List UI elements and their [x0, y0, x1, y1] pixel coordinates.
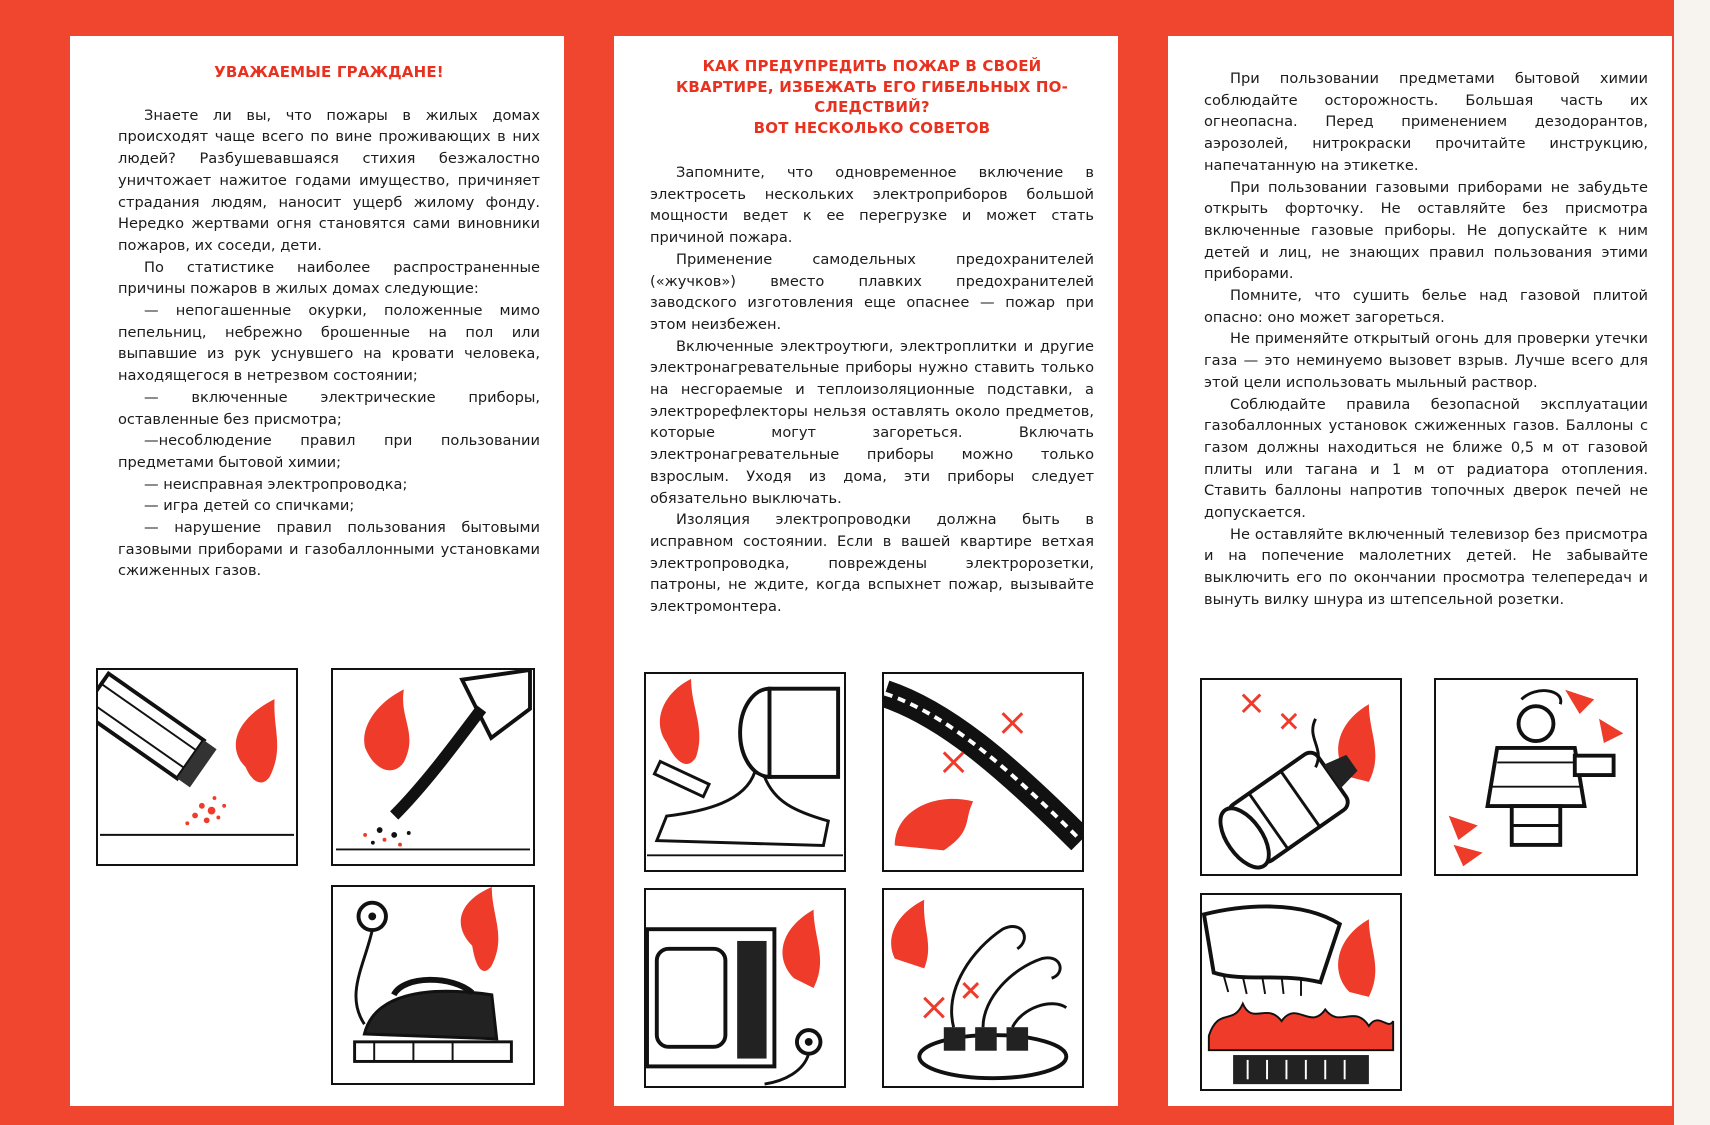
panel-right-text	[1204, 68, 1648, 611]
paragraph: Запомните, что одновременное включение в электросеть нескольких электроприборов большой мощности ведет к ее перегрузке и может стать причиной пожара.	[650, 164, 1094, 247]
lamp-illustration	[1200, 678, 1402, 876]
list-item: — нарушение правил пользования бытовыми газовыми приборами и газобаллонными установками сжиженных газов.	[118, 519, 540, 580]
paragraph: По статистике наиболее распространенные причины пожаров в жилых домах следующие:	[118, 258, 540, 298]
towel-stove-illustration	[1200, 893, 1402, 1091]
list-item: —несоблюдение правил при пользовании предметами бытовой химии;	[118, 432, 540, 471]
title-line: СЛЕДСТВИЙ?	[814, 98, 930, 116]
paragraph: Применение самодельных предохранителей («жучков») вместо плавких предохранителей заводского изготовления еще опаснее — пожар при этом неизбежен.	[650, 250, 1094, 333]
paragraph: Включенные электроутюги, электроплитки и другие электронагревательные приборы нужно ставить только на несгораемые и теплоизоляционные подставки, а электрорефлекторы нельзя оставлять около предметов, которые могут загореться. Включать электронагревательные приборы можно только взрослым. Уходя из дома, эти приборы следует обязательно выключать.	[650, 337, 1094, 507]
panel-left-title: УВАЖАЕМЫЕ ГРАЖДАНЕ!	[214, 63, 444, 81]
list-item: — игра детей со спичками;	[144, 497, 355, 515]
list-item: — включенные электрические приборы, оставленные без присмотра;	[118, 388, 540, 428]
tv-illustration	[644, 888, 846, 1088]
panel-middle-title	[650, 56, 1094, 138]
title-line: ВОТ НЕСКОЛЬКО СОВЕТОВ	[753, 118, 991, 137]
panel-left-text	[118, 36, 540, 582]
paragraph: Не применяйте открытый огонь для проверки утечки газа — это неминуемо вызовет взрыв. Лучше всего для этой цели использовать мыльный раствор.	[1204, 330, 1648, 391]
panel-middle-text	[650, 36, 1094, 618]
title-line: КАК ПРЕДУПРЕДИТЬ ПОЖАР В СВОЕЙ	[702, 57, 1042, 75]
paragraph: Помните, что сушить белье над газовой плитой опасно: оно может загореться.	[1204, 287, 1648, 326]
match-illustration	[331, 668, 535, 866]
panel-middle	[614, 36, 1118, 1106]
paragraph: Соблюдайте правила безопасной эксплуатации газобаллонных установок сжиженных газов. Баллоны с газом должны находиться не ближе 0,5 м от газовой плиты или тагана и 1 м от радиатора отопления. Ставить баллоны напротив топочных дверок печей не допускается.	[1204, 395, 1648, 522]
spilled-can-illustration	[644, 672, 846, 872]
panel-left	[70, 36, 564, 1106]
gas-cylinder-illustration	[1434, 678, 1638, 876]
paragraph: При пользовании газовыми приборами не забудьте открыть форточку. Не оставляйте без присмотра включенные газовые приборы. Не допускайте к ним детей и лиц, не знающих правил пользования этими приборами.	[1204, 178, 1648, 283]
list-item: — неисправная электропроводка;	[144, 475, 408, 493]
outlet-illustration	[882, 888, 1084, 1088]
panel-right	[1168, 36, 1672, 1106]
paragraph: Изоляция электропроводки должна быть в исправном состоянии. Если в вашей квартире ветхая электропроводка, повреждены электророзетки, патроны, не ждите, когда вспыхнет пожар, вызывайте электромонтера.	[650, 511, 1094, 616]
cigarette-illustration	[96, 668, 298, 866]
wire-illustration	[882, 672, 1084, 872]
paragraph: Не оставляйте включенный телевизор без присмотра и на попечение малолетних детей. Не забывайте выключить его по окончании просмотра телепередач и вынуть вилку шнура из штепсельной розетки.	[1204, 525, 1648, 608]
title-line: КВАРТИРЕ, ИЗБЕЖАТЬ ЕГО ГИБЕЛЬНЫХ ПО-	[675, 77, 1069, 96]
paragraph: Знаете ли вы, что пожары в жилых домах происходят чаще всего по вине проживающих в них людей? Разбушевавшаяся стихия безжалостно уничтожает нажитое годами имущество, причиняет страдания людям, наносит ущерб жилому фонду. Нередко жертвами огня становятся сами виновники пожаров, их соседи, дети.	[118, 106, 540, 254]
paragraph: При пользовании предметами бытовой химии соблюдайте осторожность. Большая часть их огнеопасна. Перед применением дезодорантов, аэрозолей, нитрокраски прочитайте инструкцию, напечатанную на этикетке.	[1204, 70, 1648, 174]
list-item: — непогашенные окурки, положенные мимо пепельниц, небрежно брошенные на пол или выпавшие из рук уснувшего на кровати человека, находящегося в нетрезвом состоянии;	[118, 302, 540, 385]
iron-illustration	[331, 885, 535, 1085]
